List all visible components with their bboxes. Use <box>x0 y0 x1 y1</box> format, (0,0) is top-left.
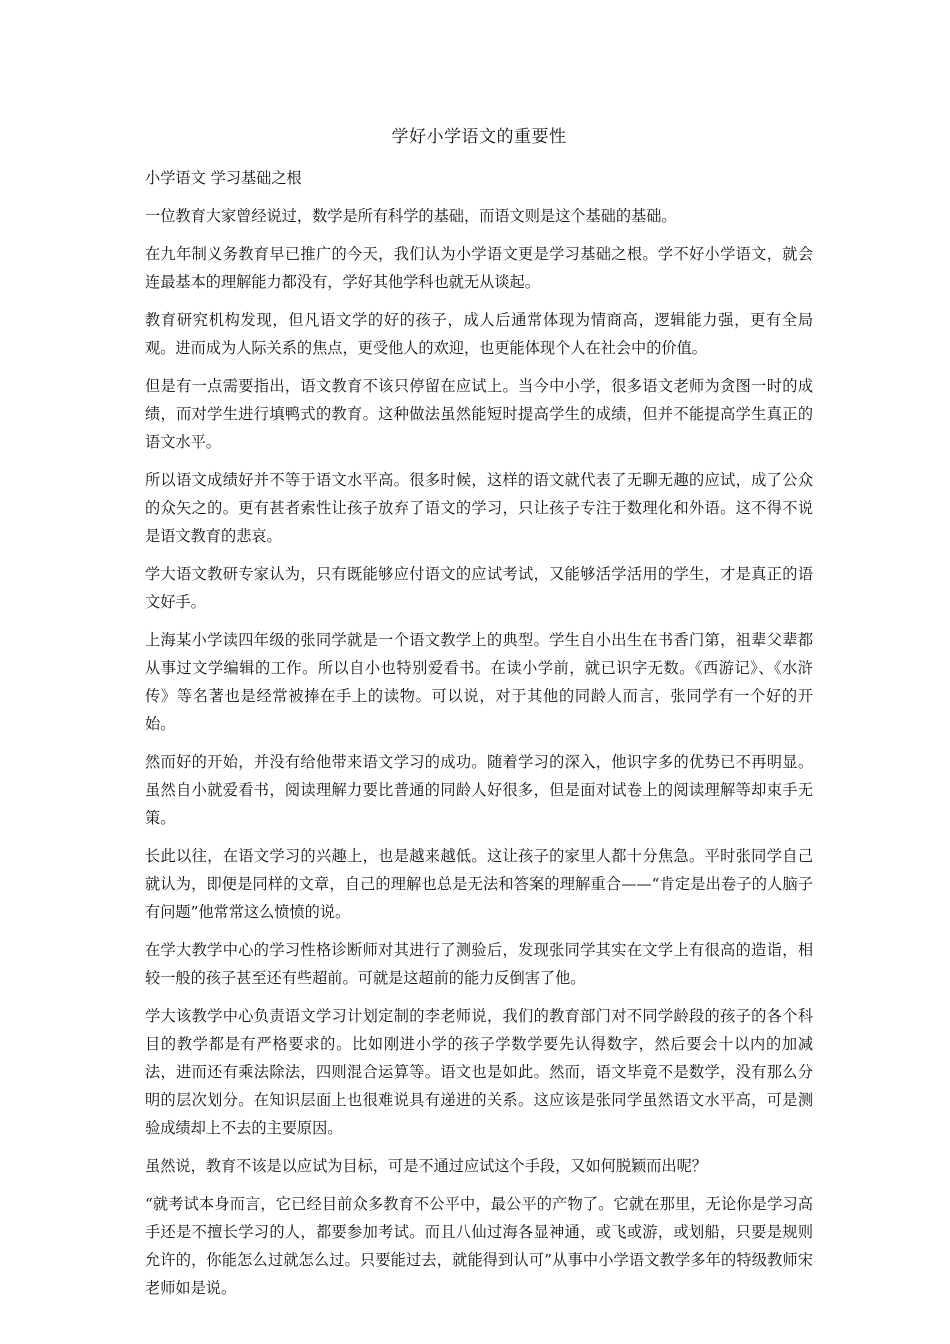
paragraph-10: 在学大教学中心的学习性格诊断师对其进行了测验后，发现张同学其实在文学上有很高的造诣，相较一般的孩子甚至还有些超前。可就是这超前的能力反倒害了他。 <box>145 941 813 987</box>
paragraph-8: 然而好的开始，并没有给他带来语文学习的成功。随着学习的深入，他识字多的优势已不再明显。虽然自小就爱看书，阅读理解力要比普通的同龄人好很多，但是面对试卷上的阅读理解等却束手无策。 <box>145 753 813 827</box>
paragraph-4: 但是有一点需要指出，语文教育不该只停留在应试上。当今中小学，很多语文老师为贪图一时的成绩，而对学生进行填鸭式的教育。这种做法虽然能短时提高学生的成绩，但并不能提高学生真正的语文水平。 <box>145 377 813 451</box>
paragraph-2: 在九年制义务教育早已推广的今天，我们认为小学语文更是学习基础之根。学不好小学语文，就会连最基本的理解能力都没有，学好其他学科也就无从谈起。 <box>145 245 813 291</box>
paragraph-1: 一位教育大家曾经说过，数学是所有科学的基础，而语文则是这个基础的基础。 <box>145 207 677 225</box>
paragraph-7: 上海某小学读四年级的张同学就是一个语文教学上的典型。学生自小出生在书香门第，祖辈父辈都从事过文学编辑的工作。所以自小也特别爱看书。在读小学前，就已识字无数。《西游记》、《水浒传》等名著也是经常被捧在手上的读物。可以说，对于其他的同龄人而言，张同学有一个好的开始。 <box>145 631 813 733</box>
document-title: 学好小学语文的重要性 <box>391 127 567 147</box>
paragraph-11: 学大该教学中心负责语文学习计划定制的李老师说，我们的教育部门对不同学龄段的孩子的各个科目的教学都是有严格要求的。比如刚进小学的孩子学数学要先认得数字，然后要会十以内的加减法，进而还有乘法除法，四则混合运算等。语文也是如此。然而，语文毕竟不是数学，没有那么分明的层次划分。在知识层面上也很难说具有递进的关系。这应该是张同学虽然语文水平高，可是测验成绩却上不去的主要原因。 <box>145 1007 813 1137</box>
paragraph-9: 长此以往，在语文学习的兴趣上，也是越来越低。这让孩子的家里人都十分焦急。平时张同学自己就认为，即便是同样的文章，自己的理解也总是无法和答案的理解重合——“肯定是出卷子的人脑子有问题”他常常这么愤愤的说。 <box>145 847 813 921</box>
paragraph-3: 教育研究机构发现，但凡语文学的好的孩子，成人后通常体现为情商高，逻辑能力强，更有全局观。进而成为人际关系的焦点，更受他人的欢迎，也更能体现个人在社会中的价值。 <box>145 311 813 357</box>
paragraph-13: “就考试本身而言，它已经目前众多教育不公平中，最公平的产物了。它就在那里，无论你是学习高手还是不擅长学习的人，都要参加考试。而且八仙过海各显神通，或飞或游，或划船，只要是规则允许的，你能怎么过就怎么过。只要能过去，就能得到认可”从事中小学语文教学多年的特级教师宋老师如是说。 <box>145 1195 813 1297</box>
paragraph-12: 虽然说，教育不该是以应试为目标，可是不通过应试这个手段，又如何脱颖而出呢？ <box>145 1157 707 1175</box>
document-body <box>145 122 813 1312</box>
document-subtitle: 小学语文 学习基础之根 <box>145 169 302 187</box>
paragraph-6: 学大语文教研专家认为，只有既能够应付语文的应试考试，又能够活学活用的学生，才是真正的语文好手。 <box>145 565 813 611</box>
paragraph-5: 所以语文成绩好并不等于语文水平高。很多时候，这样的语文就代表了无聊无趣的应试，成了公众的众矢之的。更有甚者索性让孩子放弃了语文的学习，只让孩子专注于数理化和外语。这不得不说是语文教育的悲哀。 <box>145 471 813 545</box>
